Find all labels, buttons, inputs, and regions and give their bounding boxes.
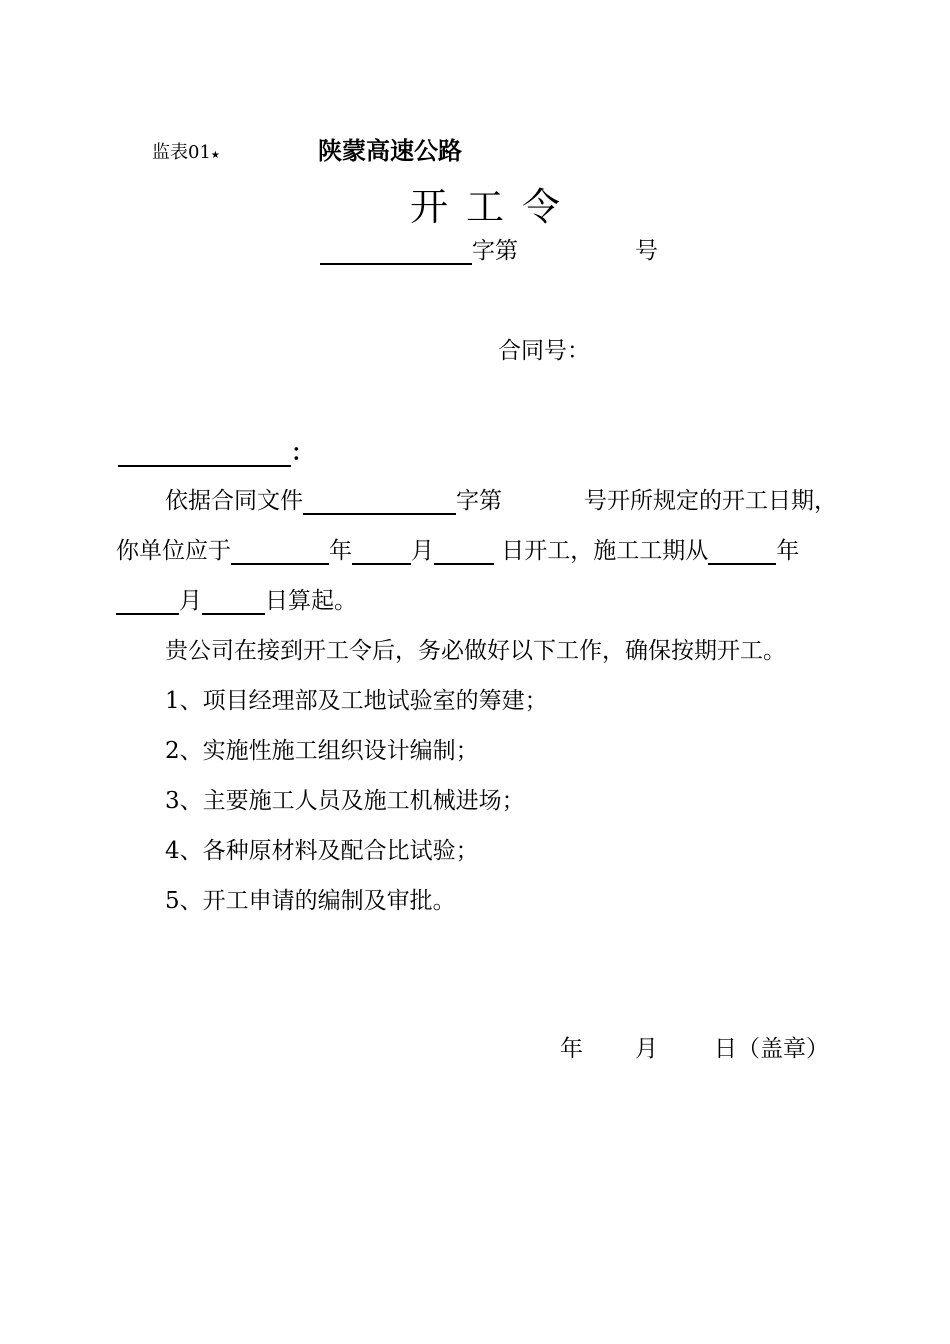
doc-number-hao: 号 (635, 238, 658, 264)
paragraph-start-date (116, 532, 799, 565)
addressee-colon: ： (291, 439, 314, 466)
p2-month-label: 月 (411, 538, 434, 564)
p2-year-label-2: 年 (776, 538, 800, 564)
document-title: 开工令 (410, 185, 579, 229)
signature-date (560, 1030, 829, 1063)
task-item: 3、主要施工人员及施工机械进场； (165, 788, 525, 814)
signature-year: 年 (560, 1036, 583, 1062)
task-item: 2、实施性施工组织设计编制； (165, 738, 479, 764)
p2-text-a: 你单位应于 (116, 538, 231, 564)
p3-text-b: 日算起。 (265, 588, 357, 614)
addressee-line (118, 434, 314, 467)
doc-number-zi-di: 字第 (472, 238, 518, 264)
period-day-blank[interactable] (202, 587, 265, 615)
paragraph-requirements: 贵公司在接到开工令后，务必做好以下工作，确保按期开工。 (165, 638, 786, 664)
period-month-blank[interactable] (116, 587, 179, 615)
task-item: 5、开工申请的编制及审批。 (165, 888, 456, 914)
addressee-blank[interactable] (118, 439, 291, 467)
p3-month-label: 月 (179, 588, 202, 614)
signature-month: 月 (635, 1036, 658, 1062)
period-year-blank[interactable] (708, 537, 776, 565)
start-year-blank[interactable] (231, 537, 329, 565)
task-item: 1、项目经理部及工地试验室的筹建； (165, 688, 548, 714)
document-number (320, 232, 658, 265)
p2-text-b: 日开工，施工工期从 (494, 538, 709, 564)
form-code (152, 138, 220, 164)
road-name: 陕蒙高速公路 (318, 137, 462, 165)
contract-doc-blank[interactable] (303, 487, 456, 515)
doc-prefix-blank[interactable] (320, 237, 472, 265)
p2-year-label: 年 (329, 538, 352, 564)
signature-day: 日 (714, 1036, 737, 1062)
seal-label: （盖章） (737, 1036, 829, 1062)
p1-text-a: 依据合同文件 (165, 488, 303, 514)
p1-text-c: 号开所规定的开工日期， (584, 488, 837, 514)
contract-number-label: 合同号： (498, 338, 590, 364)
form-code-text: 监表01 (152, 142, 211, 163)
p1-text-b: 字第 (456, 488, 502, 514)
start-day-blank[interactable] (434, 537, 494, 565)
start-month-blank[interactable] (352, 537, 411, 565)
paragraph-contract-reference (165, 482, 837, 515)
star-icon: ★ (210, 150, 220, 161)
paragraph-period-start (116, 582, 357, 615)
task-item: 4、各种原材料及配合比试验； (165, 838, 479, 864)
